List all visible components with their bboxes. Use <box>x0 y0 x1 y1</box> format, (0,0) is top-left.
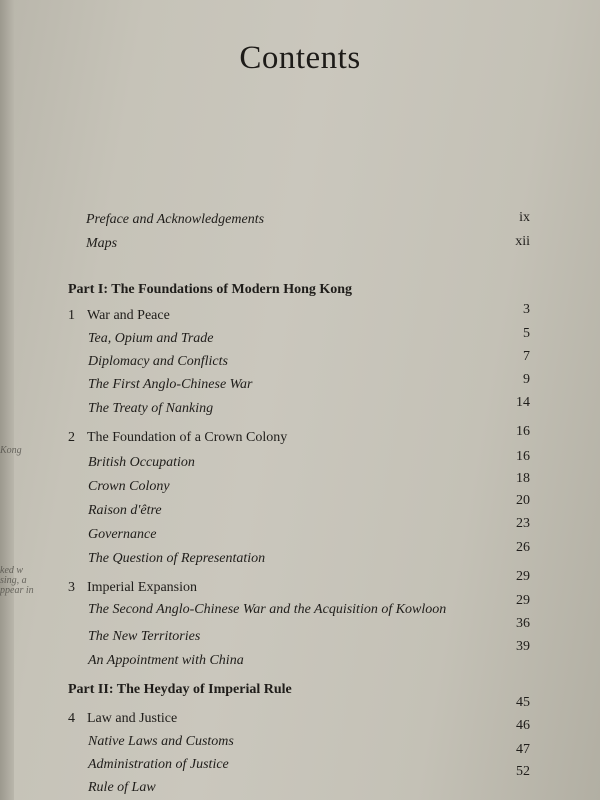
toc-page-number: 16 <box>516 424 530 439</box>
toc-page-number: 18 <box>516 471 530 486</box>
toc-page-number: 20 <box>516 493 530 508</box>
toc-entry-preface <box>0 210 600 232</box>
part-heading-label: Part II: The Heyday of Imperial Rule <box>68 682 292 697</box>
toc-section-label: The New Territories <box>88 629 201 644</box>
toc-page-number: 23 <box>516 516 530 531</box>
toc-page-number: 46 <box>516 718 530 733</box>
toc-entry-label: Maps <box>86 236 118 251</box>
toc-section-label: Native Laws and Customs <box>88 734 234 749</box>
toc-page-number: 29 <box>516 593 530 608</box>
toc-page-number: 9 <box>523 372 530 387</box>
toc-section-label: The Question of Representation <box>88 551 266 566</box>
toc-section <box>0 616 600 649</box>
toc-section <box>0 349 600 374</box>
chapter-number: 3 <box>68 580 75 595</box>
facing-page-fragment: ked w <box>0 565 24 576</box>
chapter-number: 2 <box>68 430 75 445</box>
toc-section <box>0 639 600 673</box>
chapter-title: Imperial Expansion <box>87 580 198 595</box>
toc-entry-label: Preface and Acknowledgements <box>86 212 265 227</box>
toc-page-number: 45 <box>516 695 530 710</box>
toc-page-number: 5 <box>523 326 530 341</box>
toc-section <box>0 372 600 397</box>
toc-section-label: Administration of Justice <box>88 757 229 772</box>
toc-page-number: 52 <box>516 764 530 779</box>
toc-page-number: 36 <box>516 616 530 631</box>
toc-chapter-1 <box>0 302 600 328</box>
chapter-title: War and Peace <box>87 308 170 323</box>
toc-page-number: xii <box>515 234 530 249</box>
toc-section <box>0 395 600 421</box>
toc-section <box>0 742 600 777</box>
toc-page-number: 39 <box>516 639 530 654</box>
toc-section-label: Raison d'être <box>88 503 162 518</box>
toc-section-label: The First Anglo-Chinese War <box>88 377 253 392</box>
toc-page-number: 47 <box>516 742 530 757</box>
toc-section-label: The Second Anglo-Chinese War and the Acquisition of Kowloon <box>88 602 447 617</box>
toc-page-number: 7 <box>523 349 530 364</box>
toc-chapter-4 <box>0 695 600 731</box>
toc-section <box>0 326 600 351</box>
toc-page-number: 14 <box>516 395 530 410</box>
toc-section-label: British Occupation <box>88 455 195 470</box>
toc-page-number: 29 <box>516 569 530 584</box>
chapter-title: Law and Justice <box>87 711 178 726</box>
facing-page-fragment: sing, a <box>0 575 27 586</box>
facing-page-fragment: ppear in <box>0 585 34 596</box>
part-heading <box>0 680 600 702</box>
toc-page-number: ix <box>519 210 530 225</box>
toc-section <box>0 540 600 571</box>
toc-section-label: Rule of Law <box>88 780 156 795</box>
part-heading-label: Part I: The Foundations of Modern Hong Kong <box>68 282 353 297</box>
chapter-number: 1 <box>68 308 75 323</box>
toc-section-label: Crown Colony <box>88 479 170 494</box>
chapter-title: The Foundation of a Crown Colony <box>87 430 288 445</box>
toc-page-number: 3 <box>523 302 530 317</box>
chapter-number: 4 <box>68 711 75 726</box>
page-title: Contents <box>239 40 361 76</box>
toc-section <box>0 516 600 547</box>
toc-section <box>0 593 600 622</box>
toc-section-label: The Treaty of Nanking <box>88 401 214 416</box>
toc-page-number: 16 <box>516 449 530 464</box>
toc-chapter-2 <box>0 424 600 450</box>
toc-section-label: Diplomacy and Conflicts <box>88 354 228 369</box>
facing-page-fragment: Kong <box>0 445 22 456</box>
toc-section <box>0 493 600 523</box>
part-heading <box>0 280 600 302</box>
toc-page-number: 26 <box>516 540 530 555</box>
toc-section-label: Tea, Opium and Trade <box>88 331 214 346</box>
toc-entry-maps <box>0 234 600 256</box>
toc-section-label: Governance <box>88 527 157 542</box>
toc-section-label: An Appointment with China <box>88 653 244 668</box>
toc-section <box>0 471 600 499</box>
